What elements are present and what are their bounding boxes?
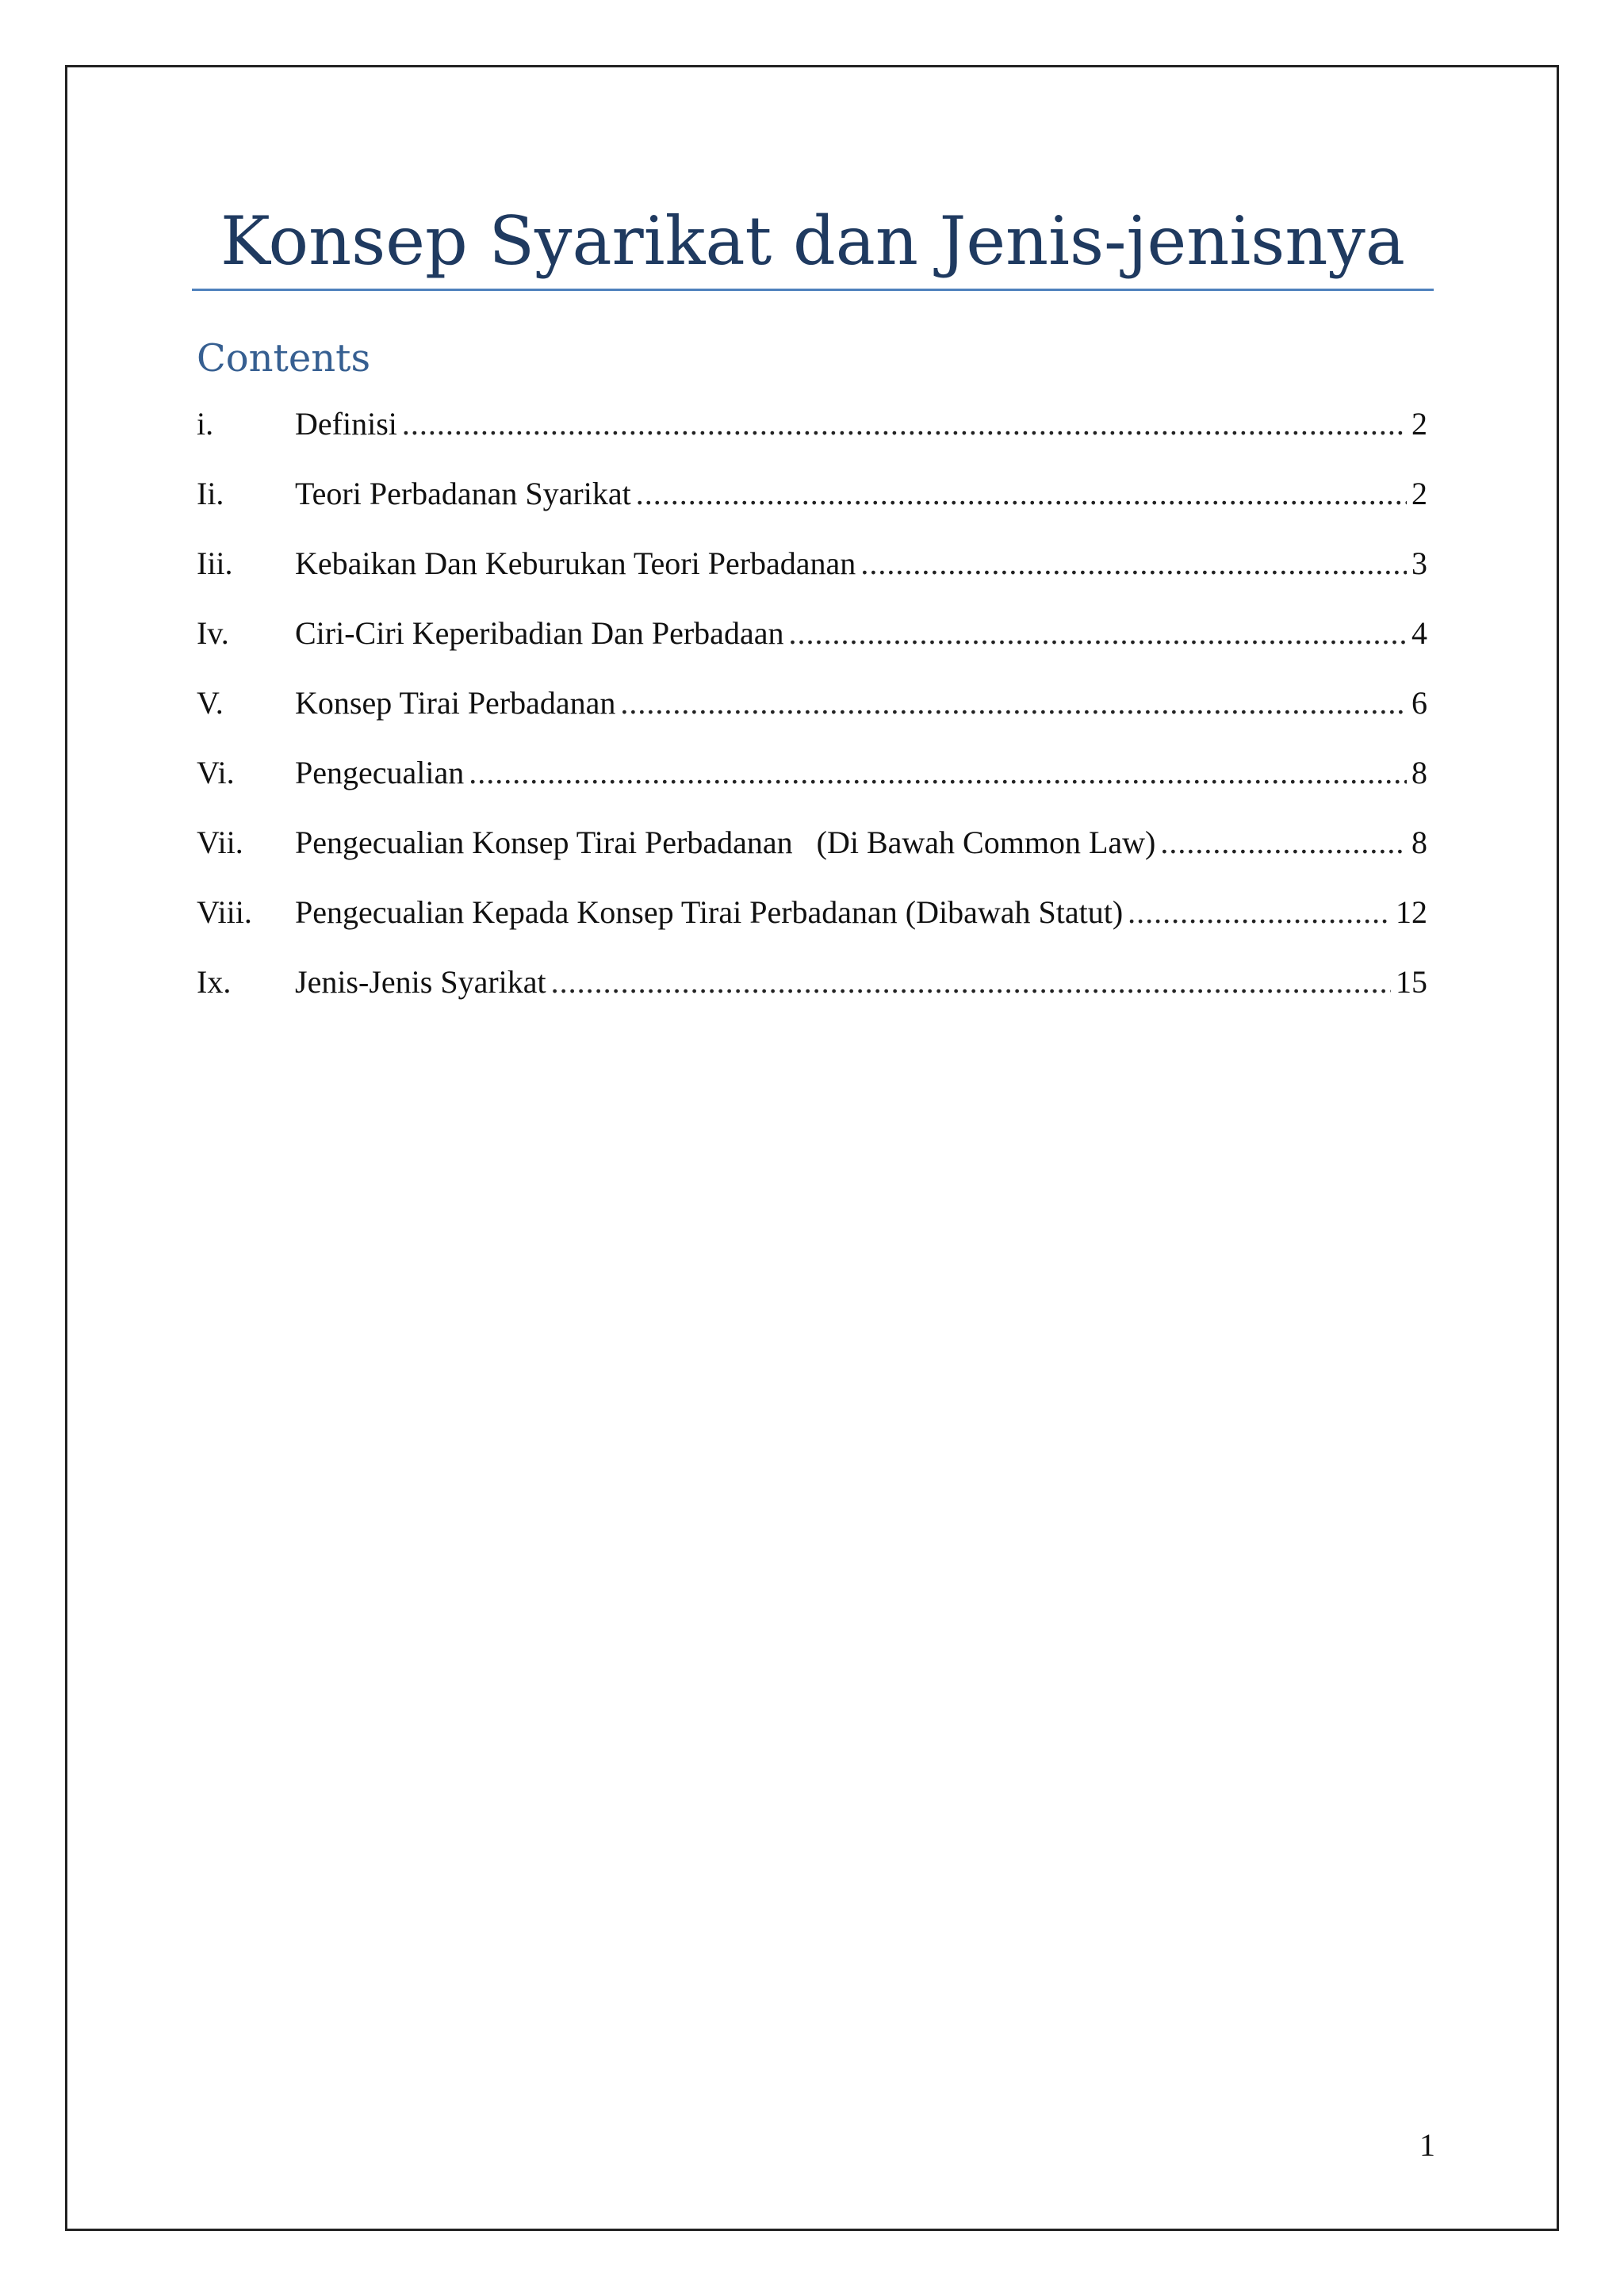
toc-entry-title: Pengecualian	[295, 755, 465, 790]
toc-entry-pengecualian[interactable]	[197, 745, 1427, 815]
toc-entry-page: 6	[1411, 685, 1427, 721]
toc-entry-konsep-tirai-perbadanan[interactable]	[197, 675, 1427, 745]
table-of-contents	[197, 396, 1427, 1024]
toc-entry-kebaikan-dan-keburukan[interactable]	[197, 536, 1427, 606]
toc-entry-page: 2	[1411, 476, 1427, 511]
toc-entry-number: Viii.	[197, 894, 252, 930]
toc-dot-leader	[1128, 885, 1391, 940]
toc-dot-leader	[551, 955, 1391, 1010]
toc-entry-pengecualian-common-law[interactable]	[197, 815, 1427, 885]
toc-dot-leader	[469, 745, 1407, 801]
toc-dot-leader	[788, 606, 1407, 661]
toc-dot-leader	[860, 536, 1407, 591]
toc-entry-title: Kebaikan Dan Keburukan Teori Perbadanan	[295, 545, 856, 581]
toc-entry-number: Ix.	[197, 964, 232, 1000]
toc-entry-ciri-ciri-keperibadian[interactable]	[197, 606, 1427, 675]
toc-entry-number: Vi.	[197, 755, 235, 790]
toc-entry-title: Definisi	[295, 406, 397, 442]
page-number: 1	[1419, 2127, 1435, 2163]
toc-dot-leader	[620, 675, 1407, 731]
toc-dot-leader	[402, 396, 1407, 452]
toc-entry-title: Pengecualian Konsep Tirai Perbadanan (Di Bawah Common Law)	[295, 825, 1156, 860]
toc-dot-leader	[636, 466, 1407, 522]
toc-entry-number: Iv.	[197, 615, 229, 651]
toc-entry-number: Iii.	[197, 545, 233, 581]
toc-entry-page: 2	[1411, 406, 1427, 442]
toc-entry-page: 8	[1411, 825, 1427, 860]
toc-entry-jenis-jenis-syarikat[interactable]	[197, 955, 1427, 1024]
toc-entry-title: Ciri-Ciri Keperibadian Dan Perbadaan	[295, 615, 784, 651]
toc-entry-pengecualian-statut[interactable]	[197, 885, 1427, 955]
toc-entry-number: Ii.	[197, 476, 224, 511]
toc-entry-page: 3	[1411, 545, 1427, 581]
toc-entry-title: Teori Perbadanan Syarikat	[295, 476, 631, 511]
toc-entry-number: i.	[197, 406, 214, 442]
toc-dot-leader	[1160, 815, 1407, 871]
toc-entry-page: 12	[1396, 894, 1427, 930]
document-title: Konsep Syarikat dan Jenis-jenisnya	[220, 202, 1405, 280]
toc-entry-page: 15	[1396, 964, 1427, 1000]
toc-entry-title: Pengecualian Kepada Konsep Tirai Perbadanan (Dibawah Statut)	[295, 894, 1124, 930]
toc-entry-title: Konsep Tirai Perbadanan	[295, 685, 616, 721]
toc-entry-page: 4	[1411, 615, 1427, 651]
toc-entry-teori-perbadanan-syarikat[interactable]	[197, 466, 1427, 536]
toc-entry-page: 8	[1411, 755, 1427, 790]
toc-entry-number: Vii.	[197, 825, 243, 860]
toc-heading: Contents	[197, 336, 371, 381]
toc-entry-number: V.	[197, 685, 224, 721]
toc-entry-title: Jenis-Jenis Syarikat	[295, 964, 546, 1000]
toc-entry-definisi[interactable]	[197, 396, 1427, 466]
title-underline	[192, 289, 1434, 291]
